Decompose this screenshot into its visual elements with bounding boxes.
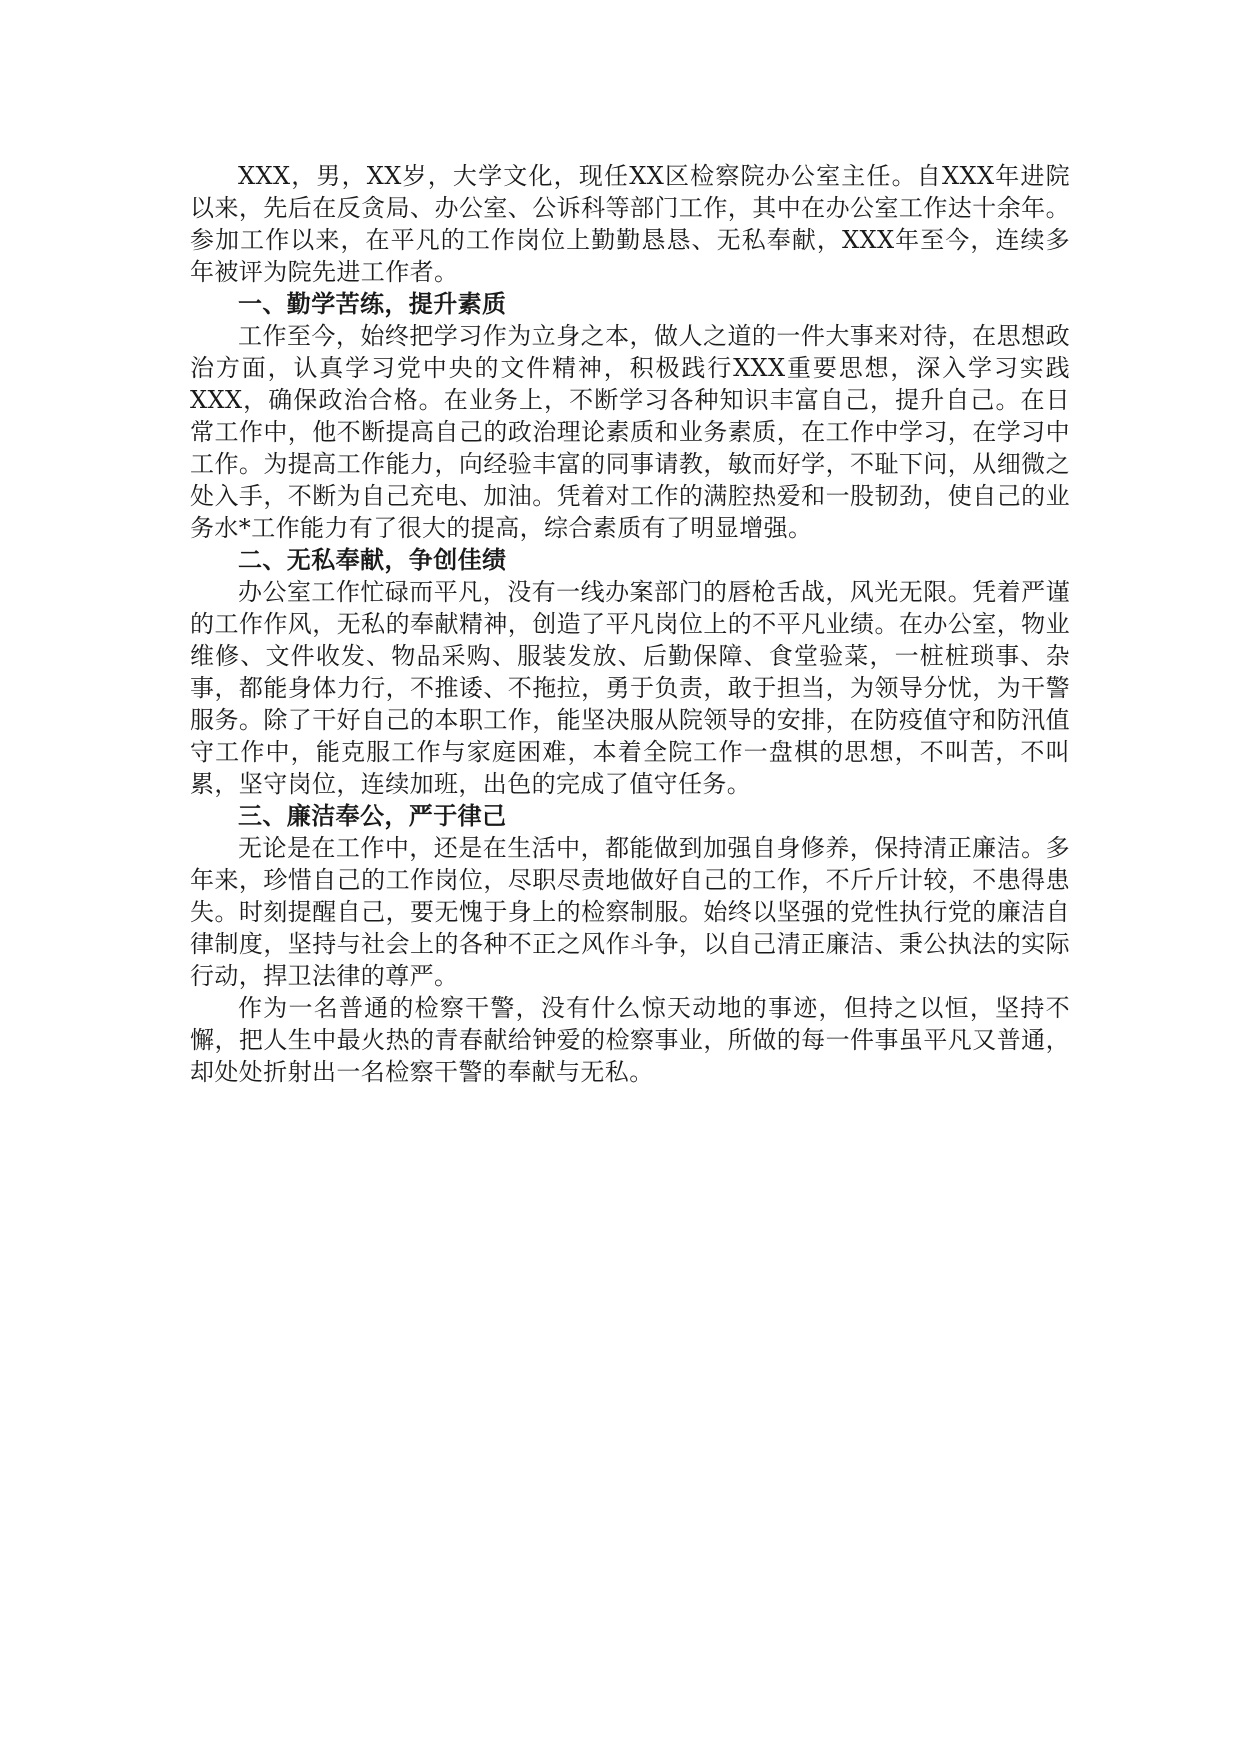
section-heading-dedication: 二、无私奉献，争创佳绩 <box>238 546 507 574</box>
section-body-dedication: 办公室工作忙碌而平凡，没有一线办案部门的唇枪舌战，风光无限。凭着严谨的工作作风，无私的奉献精神，创造了平凡岗位上的不平凡业绩。在办公室，物业维修、文件收发、物品采购、服装发放、后勤保障、食堂验菜，一桩桩琐事、杂事，都能身体力行，不推诿、不拖拉，勇于负责，敢于担当，为领导分忧，为干警服务。除了干好自己的本职工作，能坚决服从院领导的安排，在防疫值守和防汛值守工作中，能克服工作与家庭困难，本着全院工作一盘棋的思想，不叫苦，不叫累，坚守岗位，连续加班，出色的完成了值守任务。 <box>190 578 1070 798</box>
section-body-integrity: 无论是在工作中，还是在生活中，都能做到加强自身修养，保持清正廉洁。多年来，珍惜自己的工作岗位，尽职尽责地做好自己的工作，不斤斤计较，不患得患失。时刻提醒自己，要无愧于身上的检察制服。始终以坚强的党性执行党的廉洁自律制度，坚持与社会上的各种不正之风作斗争，以自己清正廉洁、秉公执法的实际行动，捍卫法律的尊严。 <box>190 834 1070 990</box>
section-heading-study: 一、勤学苦练，提升素质 <box>238 290 507 318</box>
section-body-study: 工作至今，始终把学习作为立身之本，做人之道的一件大事来对待，在思想政治方面，认真学习党中央的文件精神，积极践行XXX重要思想，深入学习实践XXX，确保政治合格。在业务上，不断学习各种知识丰富自己，提升自己。在日常工作中，他不断提高自己的政治理论素质和业务素质，在工作中学习，在学习中工作。为提高工作能力，向经验丰富的同事请教，敏而好学，不耻下问，从细微之处入手，不断为自己充电、加油。凭着对工作的满腔热爱和一股韧劲，使自己的业务水*工作能力有了很大的提高，综合素质有了明显增强。 <box>190 322 1070 542</box>
section-heading-integrity: 三、廉洁奉公，严于律己 <box>238 802 507 830</box>
document-body <box>190 160 1070 1088</box>
closing-paragraph: 作为一名普通的检察干警，没有什么惊天动地的事迹，但持之以恒，坚持不懈，把人生中最火热的青春献给钟爱的检察事业，所做的每一件事虽平凡又普通，却处处折射出一名检察干警的奉献与无私。 <box>190 994 1070 1086</box>
intro-paragraph: XXX，男，XX岁，大学文化，现任XX区检察院办公室主任。自XXX年进院以来，先后在反贪局、办公室、公诉科等部门工作，其中在办公室工作达十余年。参加工作以来，在平凡的工作岗位上勤勤恳恳、无私奉献，XXX年至今，连续多年被评为院先进工作者。 <box>190 162 1070 286</box>
